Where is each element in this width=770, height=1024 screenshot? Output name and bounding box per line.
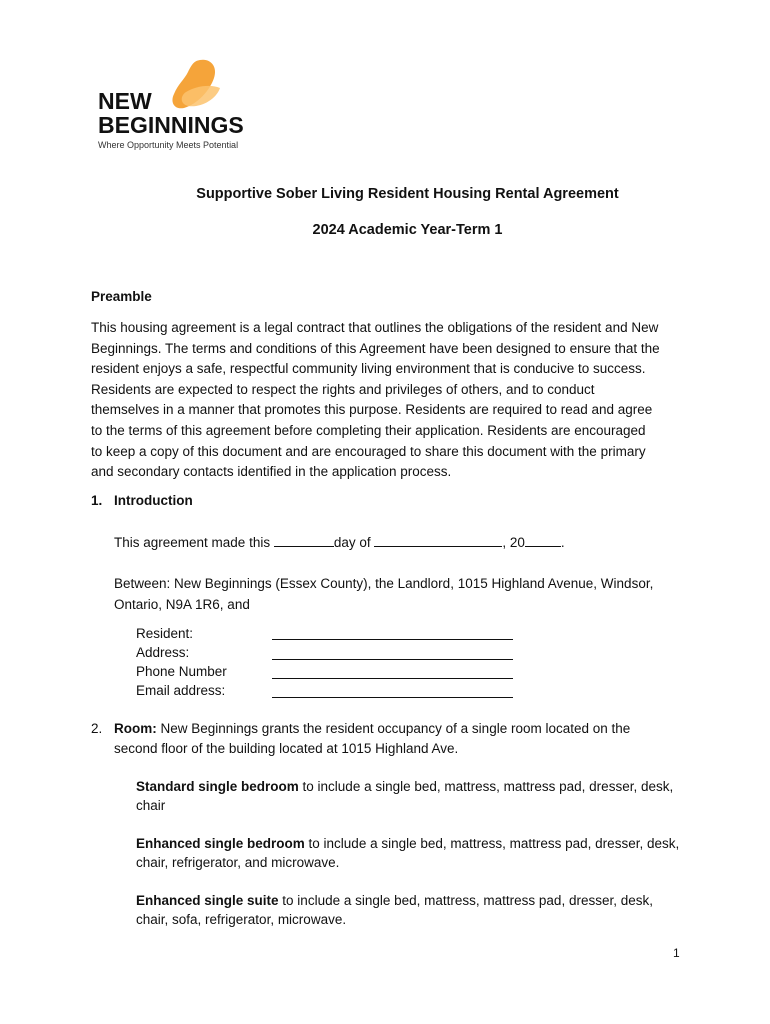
between-line-2: Ontario, N9A 1R6, and [114, 597, 250, 612]
option-enhanced-bedroom-name: Enhanced single bedroom [136, 836, 305, 851]
option-enhanced-suite-line-1 [136, 890, 653, 911]
field-resident-line[interactable] [272, 639, 513, 640]
field-phone-label: Phone Number [136, 664, 227, 679]
preamble-line: themselves in a manner that promotes this purpose. Residents are required to read and agree [91, 402, 653, 418]
field-resident-label: Resident: [136, 626, 194, 641]
preamble-line: Beginnings. The terms and conditions of this Agreement have been designed to ensure that the [91, 340, 660, 356]
preamble-line: to keep a copy of this document and are encouraged to share this document with the primary [91, 443, 646, 459]
option-enhanced-bedroom-line-1 [136, 833, 679, 854]
logo-tagline: Where Opportunity Meets Potential [98, 140, 239, 150]
day-of-label: day of [333, 535, 371, 550]
section2-line-2: second floor of the building located at 1015 Highland Ave. [114, 741, 459, 756]
option-enhanced-bedroom-text: to include a single bed, mattress, mattress pad, dresser, desk, [304, 836, 680, 851]
year-prefix: , 20 [502, 535, 525, 550]
document-title: Supportive Sober Living Resident Housing Rental Agreement [196, 186, 619, 202]
logo-mark-icon [170, 58, 222, 110]
option-standard-line-2: chair [136, 798, 166, 813]
option-enhanced-suite-text: to include a single bed, mattress, mattress pad, dresser, desk, [278, 893, 653, 908]
section2-text-1: New Beginnings grants the resident occupancy of a single room located on the [156, 721, 631, 736]
section2-number: 2. [91, 721, 103, 736]
logo-text-new: NEW [98, 88, 152, 114]
month-blank[interactable] [374, 532, 502, 547]
preamble-heading: Preamble [91, 289, 152, 304]
section1-heading: Introduction [114, 493, 193, 508]
preamble-line: and secondary contacts identified in the application process. [91, 464, 452, 480]
new-beginnings-logo [98, 58, 278, 154]
preamble-body [91, 318, 691, 483]
preamble-line: resident enjoys a safe, respectful community living environment that is conducive to success. [91, 361, 646, 377]
logo-text-beginnings: BEGINNINGS [98, 112, 244, 138]
preamble-line: to the terms of this agreement before completing their application. Residents are encouraged [91, 422, 646, 438]
option-enhanced-suite-name: Enhanced single suite [136, 893, 279, 908]
between-line-1: Between: New Beginnings (Essex County), the Landlord, 1015 Highland Avenue, Windsor, [114, 576, 654, 591]
date-period: . [560, 535, 565, 550]
section1-number: 1. [91, 493, 103, 508]
option-enhanced-suite-line-2: chair, sofa, refrigerator, microwave. [136, 912, 347, 927]
document-subtitle: 2024 Academic Year-Term 1 [312, 222, 503, 238]
day-blank[interactable] [274, 532, 334, 547]
preamble-line: This housing agreement is a legal contract that outlines the obligations of the resident and New [91, 320, 659, 335]
section2-line-1 [114, 718, 630, 739]
field-email-line[interactable] [272, 697, 513, 698]
page-number: 1 [673, 946, 680, 960]
year-blank[interactable] [525, 532, 561, 547]
preamble-line: Residents are expected to respect the rights and privileges of others, and to conduct [91, 381, 595, 397]
field-address-line[interactable] [272, 659, 513, 660]
option-standard-name: Standard single bedroom [136, 779, 299, 794]
section2-heading: Room: [114, 721, 157, 736]
option-enhanced-bedroom-line-2: chair, refrigerator, and microwave. [136, 855, 340, 870]
option-standard-line-1 [136, 776, 673, 797]
option-standard-text: to include a single bed, mattress, mattress pad, dresser, desk, [298, 779, 674, 794]
field-address-label: Address: [136, 645, 190, 660]
field-phone-line[interactable] [272, 678, 513, 679]
field-email-label: Email address: [136, 683, 226, 698]
agreement-made-label: This agreement made this [114, 535, 271, 550]
agreement-date-line [114, 532, 565, 553]
